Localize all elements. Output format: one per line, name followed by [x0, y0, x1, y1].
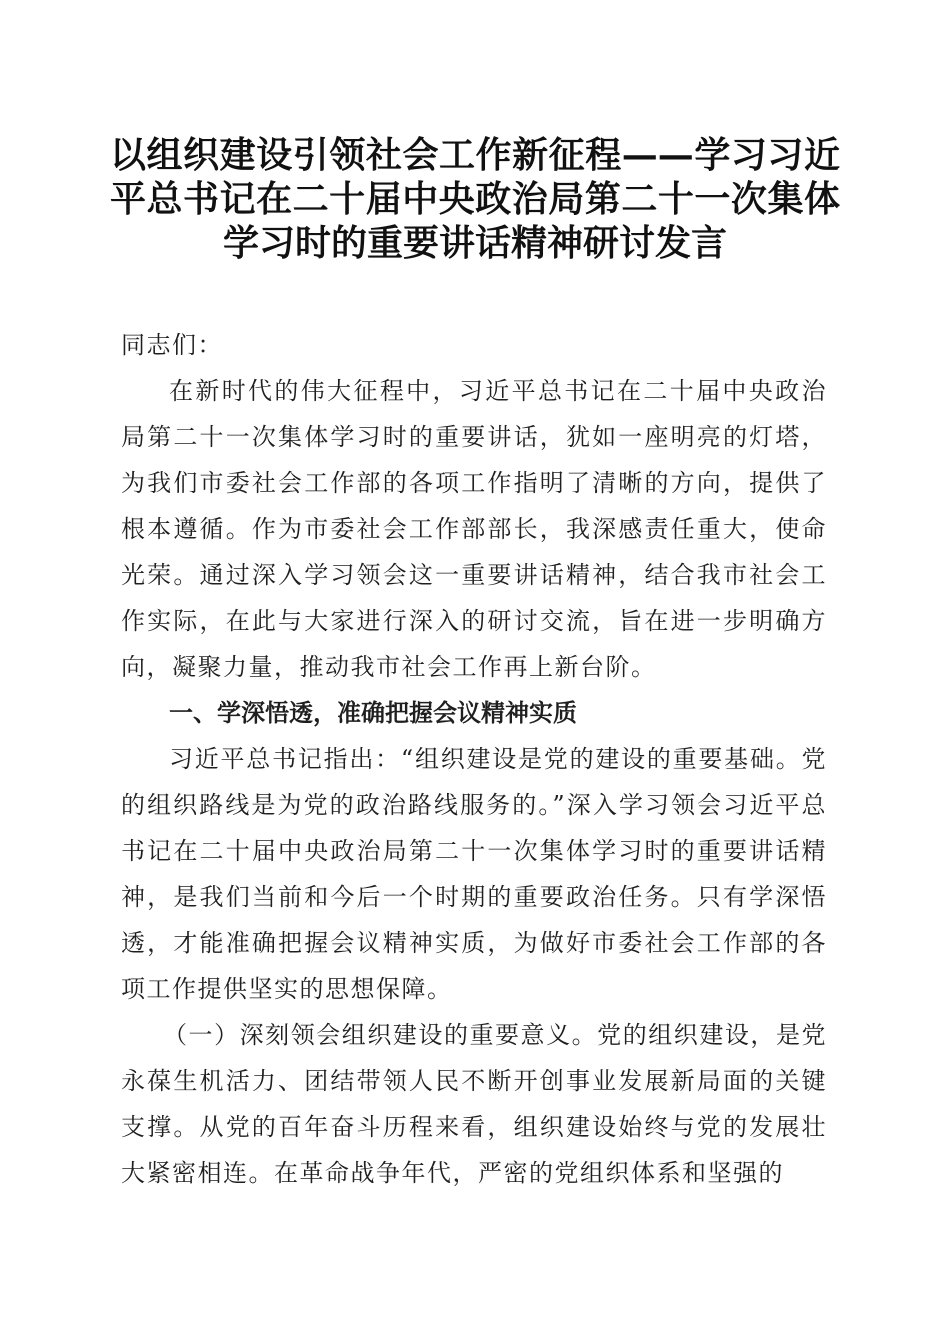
- section-heading-1: 一、学深悟透，准确把握会议精神实质: [169, 699, 577, 727]
- section-1-paragraph: 习近平总书记指出：“组织建设是党的建设的重要基础。党的组织路线是为党的政治路线服务的。”深入学习领会习近平总书记在二十届中央政治局第二十一次集体学习时的重要讲话精神，是我们当前和今后一个时期的重要政治任务。只有学深悟透，才能准确把握会议精神实质，为做好市委社会工作部的各项工作提供坚实的思想保障。: [121, 745, 827, 1003]
- document-title: 以组织建设引领社会工作新征程——学习习近平总书记在二十届中央政治局第二十一次集体学习时的重要讲话精神研讨发言: [110, 134, 840, 264]
- subsection-1-paragraph: （一）深刻领会组织建设的重要意义。党的组织建设，是党永葆生机活力、团结带领人民不断开创事业发展新局面的关键支撑。从党的百年奋斗历程来看，组织建设始终与党的发展壮大紧密相连。在革命战争年代，严密的党组织体系和坚强的: [121, 1021, 827, 1187]
- intro-paragraph: 在新时代的伟大征程中，习近平总书记在二十届中央政治局第二十一次集体学习时的重要讲话，犹如一座明亮的灯塔，为我们市委社会工作部的各项工作指明了清晰的方向，提供了根本遵循。作为市委社会工作部部长，我深感责任重大，使命光荣。通过深入学习领会这一重要讲话精神，结合我市社会工作实际，在此与大家进行深入的研讨交流，旨在进一步明确方向，凝聚力量，推动我市社会工作再上新台阶。: [121, 377, 827, 681]
- document-body: [121, 322, 827, 1196]
- greeting: 同志们：: [121, 331, 223, 359]
